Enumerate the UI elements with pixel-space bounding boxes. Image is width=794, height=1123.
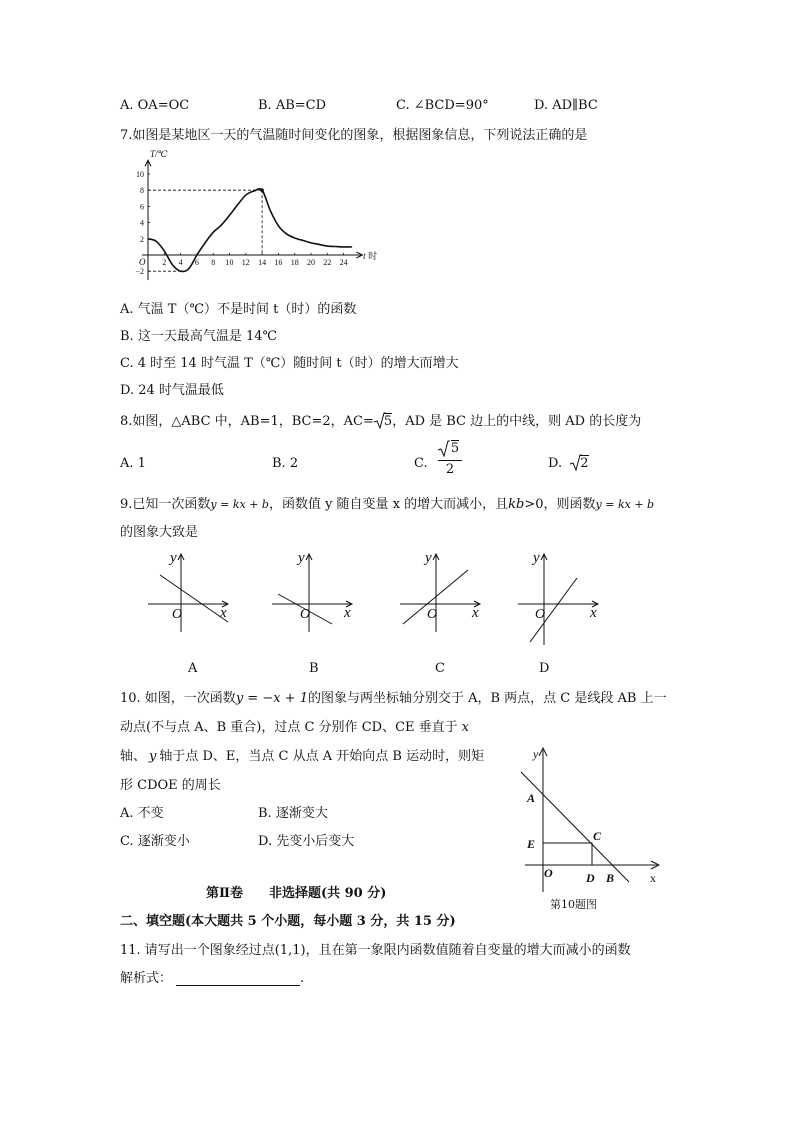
q10-label-a: A bbox=[527, 791, 536, 805]
chart-y-tick-label: 6 bbox=[140, 202, 144, 212]
chart-x-tick-label: 16 bbox=[274, 258, 283, 267]
q6-option-a: A. OA=OC bbox=[120, 98, 190, 113]
q9-label-c: C bbox=[435, 661, 445, 676]
chart-x-tick-label: 8 bbox=[211, 258, 216, 267]
chart-x-tick-label: 10 bbox=[225, 258, 234, 267]
q9-graph-d-origin: O bbox=[535, 607, 546, 622]
q10-label-e: E bbox=[527, 837, 536, 851]
q9-graph-c-origin: O bbox=[427, 607, 438, 622]
q8-option-c-fraction: 5 2 bbox=[438, 440, 462, 477]
q9-graph-c-y-label: y bbox=[425, 550, 432, 566]
q9-graph-b-x-label: x bbox=[344, 605, 351, 621]
q10-line4: 形 CDOE 的周长 bbox=[120, 778, 221, 793]
q9-prompt-line1: 9.已知一次函数y = kx + b，函数值 y 随自变量 x 的增大而减小，且kb>0，则函数y = kx + b bbox=[120, 497, 655, 512]
chart-x-tick-label: 4 bbox=[178, 258, 183, 267]
q6-option-b: B. AB=CD bbox=[258, 98, 327, 113]
q10-line1: 10. 如图，一次函数y = −x + 1的图象与两坐标轴分别交于 A，B 两点，点 C 是线段 AB 上一 bbox=[120, 691, 667, 706]
q10-func: y = −x + 1 bbox=[235, 691, 308, 706]
q10-label-x: x bbox=[650, 871, 656, 885]
chart-y-tick-label: 2 bbox=[140, 234, 144, 244]
q7-option-c: C. 4 时至 14 时气温 T（℃）随时间 t（时）的增大而增大 bbox=[120, 356, 459, 371]
q8-option-b: B. 2 bbox=[272, 456, 299, 471]
q8-option-a: A. 1 bbox=[120, 456, 146, 471]
chart-x-tick-label: 18 bbox=[290, 258, 299, 267]
chart-origin: O bbox=[139, 257, 146, 267]
q10-label-o: O bbox=[544, 866, 553, 880]
q10-option-d: D. 先变小后变大 bbox=[258, 834, 355, 849]
q10-line2: 动点(不与点 A、B 重合)，过点 C 分别作 CD、CE 垂直于 x bbox=[120, 720, 469, 735]
q9-label-a: A bbox=[188, 661, 198, 676]
q7-prompt: 7.如图是某地区一天的气温随时间变化的图象，根据图象信息，下列说法正确的是 bbox=[120, 128, 588, 143]
q7-option-b: B. 这一天最高气温是 14℃ bbox=[120, 329, 278, 344]
chart-x-tick-label: 2 bbox=[162, 258, 167, 267]
q6-option-c: C. ∠BCD=90° bbox=[396, 98, 489, 113]
chart-x-unit: 时 bbox=[368, 251, 378, 261]
q7-option-d: D. 24 时气温最低 bbox=[120, 383, 224, 398]
q7-option-a: A. 气温 T（℃）不是时间 t（时）的函数 bbox=[120, 302, 357, 317]
chart-x-tick-label: 6 bbox=[194, 258, 199, 267]
chart-x-label: t bbox=[363, 251, 366, 261]
q9-label-d: D bbox=[539, 661, 550, 676]
q8-option-c-prefix: C. bbox=[414, 456, 428, 471]
q9-graph-c-x-label: x bbox=[472, 605, 479, 621]
q10-figure bbox=[505, 742, 675, 892]
q9-graph-d-y-label: y bbox=[533, 550, 540, 566]
q10-option-c: C. 逐渐变小 bbox=[120, 834, 190, 849]
q10-caption: 第10题图 bbox=[550, 898, 597, 911]
q9-graph-a-line bbox=[160, 575, 228, 622]
q10-label-d: D bbox=[586, 871, 595, 885]
q11-answer-blank[interactable] bbox=[176, 972, 300, 986]
q9-func-repeat: y = kx + b bbox=[595, 498, 655, 511]
q10-line3: 轴、 y 轴于点 D、E，当点 C 从点 A 开始向点 B 运动时，则矩 bbox=[120, 749, 485, 764]
section2-heading: 二、填空题(本大题共 5 个小题，每小题 3 分，共 15 分) bbox=[120, 914, 456, 929]
q10-label-c: C bbox=[593, 829, 602, 843]
chart-x-tick-label: 14 bbox=[258, 258, 267, 267]
q9-graph-b-y-label: y bbox=[298, 550, 305, 566]
q9-prompt-line2: 的图象大致是 bbox=[120, 525, 199, 540]
q9-graph-a-y-label: y bbox=[170, 550, 177, 566]
chart-y-tick-label: 8 bbox=[140, 186, 144, 196]
chart-x-tick-label: 20 bbox=[307, 258, 315, 267]
q6-option-d: D. AD∥BC bbox=[534, 98, 598, 113]
chart-y-tick-label: 10 bbox=[136, 170, 144, 179]
q10-label-y: y bbox=[533, 747, 539, 761]
q11-line2: 解析式： . bbox=[120, 971, 305, 986]
q11-line1: 11. 请写出一个图象经过点(1,1)，且在第一象限内函数值随着自变量的增大而减小的函数 bbox=[120, 943, 631, 958]
chart-x-tick-label: 22 bbox=[323, 258, 332, 267]
q9-graph-a-x-label: x bbox=[220, 605, 227, 621]
q8-sqrt5: 5 bbox=[374, 414, 392, 429]
q8-prompt-before: 8.如图，△ABC 中，AB=1，BC=2，AC= bbox=[120, 414, 374, 429]
q9-graph-b-origin: O bbox=[300, 607, 311, 622]
q10-rectangle bbox=[543, 843, 592, 865]
chart-y-tick-label: −2 bbox=[135, 267, 144, 277]
q9-cond: kb bbox=[508, 497, 525, 512]
chart-x-tick-label: 24 bbox=[339, 258, 348, 267]
section2-title: 第Ⅱ卷 非选择题(共 90 分) bbox=[206, 886, 387, 901]
q9-graph-d-x-label: x bbox=[590, 605, 597, 621]
chart-y-label: T/℃ bbox=[150, 148, 168, 159]
q9-func: y = kx + b bbox=[210, 498, 269, 511]
q8-prompt-after: ，AD 是 BC 边上的中线，则 AD 的长度为 bbox=[392, 414, 642, 429]
q10-option-a: A. 不变 bbox=[120, 806, 164, 821]
q8-option-d: D. 2 bbox=[548, 456, 589, 471]
q10-label-b: B bbox=[606, 871, 615, 885]
q9-label-b: B bbox=[309, 661, 319, 676]
chart-x-tick-label: 12 bbox=[241, 258, 250, 267]
chart-y-tick-label: 4 bbox=[140, 218, 144, 228]
q9-graph-a-origin: O bbox=[172, 607, 183, 622]
q10-option-b: B. 逐渐变大 bbox=[258, 806, 328, 821]
